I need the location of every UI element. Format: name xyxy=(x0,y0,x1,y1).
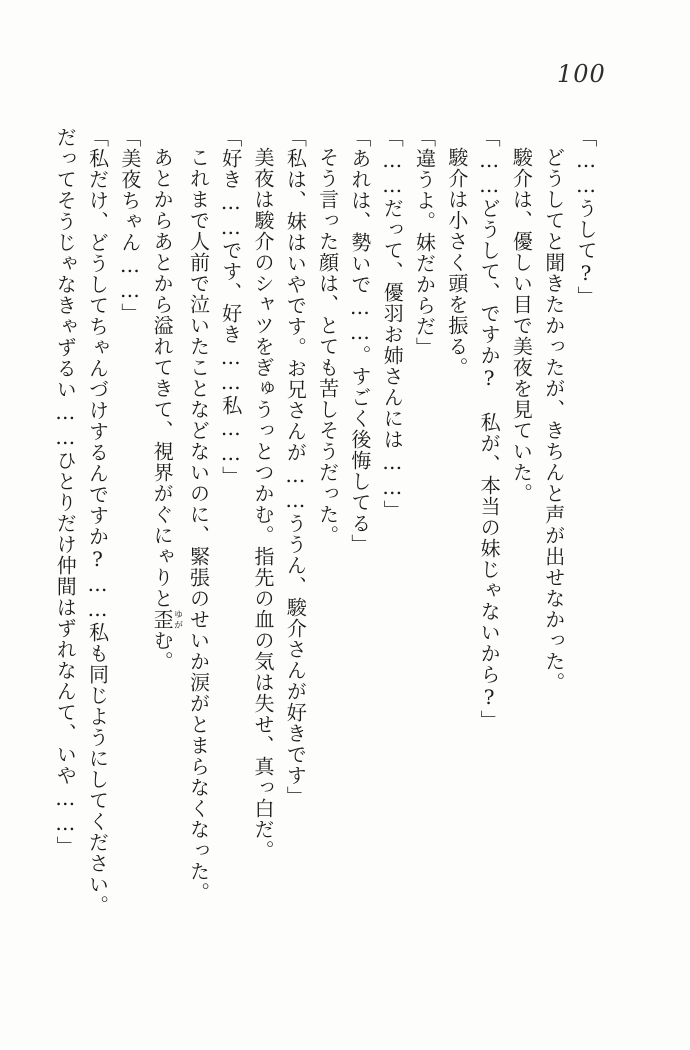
text-line: 「美夜ちゃん……」 xyxy=(117,127,142,324)
text-line: 「私は、妹はいやです。お兄さんが……ううん、駿介さんが好きです」 xyxy=(283,127,308,807)
text-line: 「違うよ。妹だからだ」 xyxy=(412,127,437,358)
text-line: これまで人前で泣いたことなどないのに、緊張のせいか涙がとまらなくなった。 xyxy=(186,147,211,903)
text-line: あとからあとから溢れてきて、視界がぐにゃりと歪ゆがむ。 xyxy=(150,147,183,672)
text-line: 「私だけ、どうしてちゃんづけするんですか?……私も同じようにしてください。だってそうじゃなきゃずるい……ひとりだけ仲間はずれなんて、いや……」 xyxy=(53,127,110,916)
text-line: どうしてと聞きたかったが、きちんと声が出せなかった。 xyxy=(541,147,566,693)
text-line: 駿介は小さく頭を振る。 xyxy=(444,147,469,378)
text-line: 「あれは、勢いで……。すごく後悔してる」 xyxy=(347,127,372,555)
text-line: 駿介は、優しい目で美夜を見ていた。 xyxy=(509,147,534,504)
text-line: 「……うして?」 xyxy=(574,127,598,307)
text-block xyxy=(49,127,602,927)
page-number: 100 xyxy=(557,60,606,88)
text-line: 「……どうして、ですか? 私が、本当の妹じゃないから?」 xyxy=(477,127,502,731)
text-line: 「好き……です、好き……私……」 xyxy=(218,127,243,487)
text-line: 美夜は駿介のシャツをぎゅうっとつかむ。指先の血の気は失せ、真っ白だ。 xyxy=(251,147,276,861)
text-line: 「……だって、優羽お姉さんには……」 xyxy=(380,127,405,521)
text-line: そう言った顔は、とても苦しそうだった。 xyxy=(315,147,340,546)
furigana-ruby: 歪ゆが xyxy=(150,609,183,630)
